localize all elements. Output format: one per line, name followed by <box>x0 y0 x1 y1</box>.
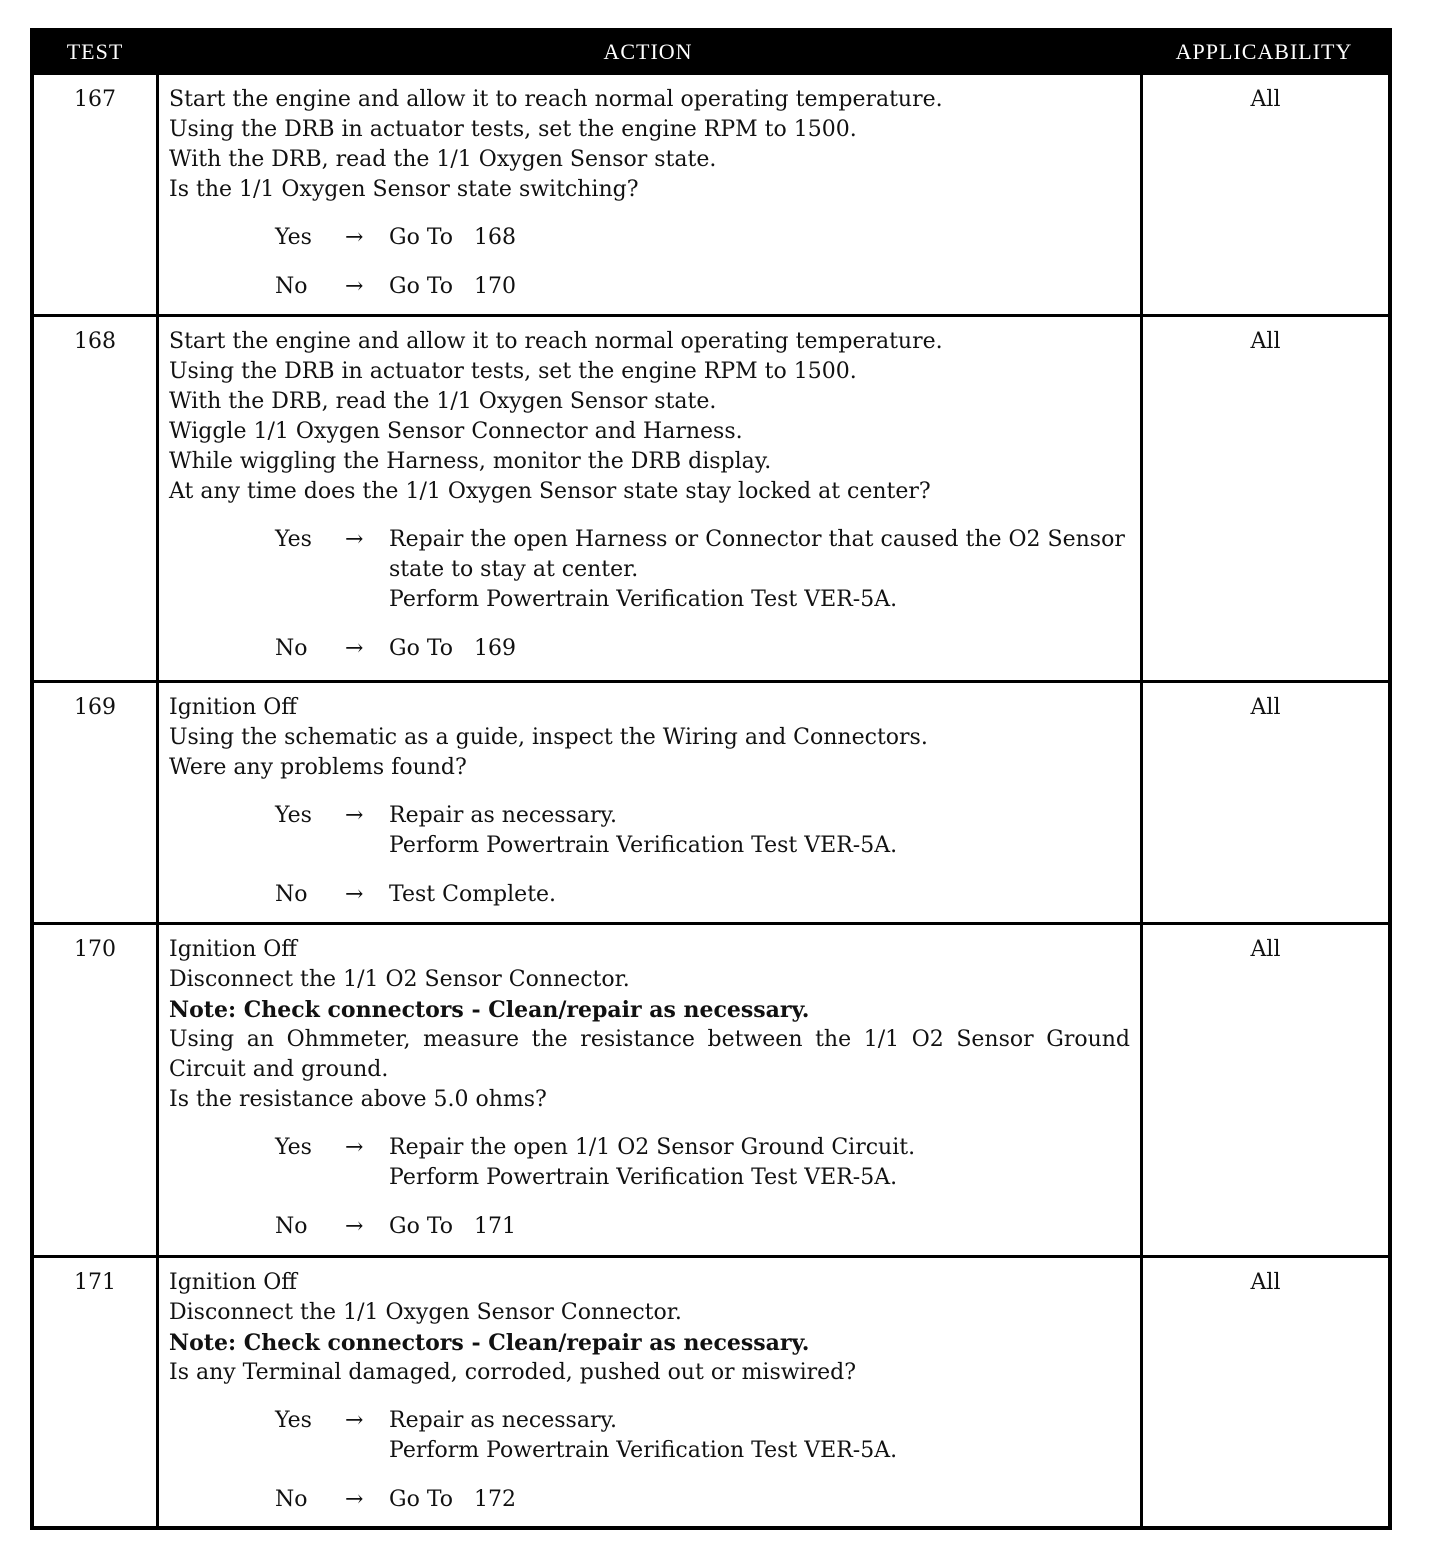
header-applicability: APPLICABILITY <box>1175 39 1353 64</box>
action-step: Using an Ohmmeter, measure the resistance between the 1/1 O2 Sensor Ground Circuit and ground. <box>169 1027 1130 1082</box>
table-row <box>34 922 1388 1255</box>
outcome-text: Repair the open Harness or Connector that caused the O2 Sensor state to stay at center. <box>389 527 1125 582</box>
no-outcome <box>169 1212 1130 1242</box>
action-step: Using the DRB in actuator tests, set the engine RPM to 1500. <box>169 117 857 142</box>
test-number: 168 <box>34 317 159 680</box>
note-text: Note: Check connectors - Clean/repair as necessary. <box>169 1330 810 1356</box>
arrow-icon: → <box>345 803 364 828</box>
yes-label: Yes <box>275 1408 312 1433</box>
action-cell <box>159 75 1143 314</box>
outcome-text: Test Complete. <box>389 882 557 907</box>
action-step: Disconnect the 1/1 O2 Sensor Connector. <box>169 967 630 992</box>
outcome-text: Perform Powertrain Verification Test VER-5A. <box>389 833 898 858</box>
action-cell <box>159 683 1143 922</box>
arrow-icon: → <box>345 1487 364 1512</box>
action-cell <box>159 1258 1143 1526</box>
action-step: Ignition Off <box>169 1270 297 1295</box>
action-step: Disconnect the 1/1 Oxygen Sensor Connector. <box>169 1300 682 1325</box>
test-number: 171 <box>34 1258 159 1526</box>
outcome-text: Go To 170 <box>389 274 516 299</box>
action-step: Is the resistance above 5.0 ohms? <box>169 1087 547 1112</box>
no-label: No <box>275 636 308 661</box>
no-label: No <box>275 1214 308 1239</box>
arrow-icon: → <box>345 636 364 661</box>
yes-label: Yes <box>275 527 312 552</box>
applicability-cell: All <box>1250 695 1281 720</box>
no-outcome <box>169 880 1130 910</box>
outcome-text: Perform Powertrain Verification Test VER-5A. <box>389 1438 898 1463</box>
applicability-cell: All <box>1250 1270 1281 1295</box>
yes-outcome <box>169 1406 1130 1466</box>
arrow-icon: → <box>345 1135 364 1160</box>
no-label: No <box>275 274 308 299</box>
no-outcome <box>169 1485 1130 1515</box>
diagnostic-table <box>30 28 1392 1530</box>
action-step: With the DRB, read the 1/1 Oxygen Sensor state. <box>169 147 717 172</box>
yes-outcome <box>169 223 1130 253</box>
action-step: Start the engine and allow it to reach normal operating temperature. <box>169 329 943 354</box>
arrow-icon: → <box>345 274 364 299</box>
outcomes <box>169 525 1130 664</box>
yes-outcome <box>169 801 1130 861</box>
arrow-icon: → <box>345 882 364 907</box>
header-action: ACTION <box>603 39 693 64</box>
action-step: While wiggling the Harness, monitor the DRB display. <box>169 449 772 474</box>
arrow-icon: → <box>345 1214 364 1239</box>
action-step: Ignition Off <box>169 937 297 962</box>
outcome-text: Go To 171 <box>389 1214 516 1239</box>
table-row <box>34 680 1388 922</box>
table-row <box>34 72 1388 314</box>
yes-outcome <box>169 1133 1130 1193</box>
note-text: Note: Check connectors - Clean/repair as necessary. <box>169 997 810 1023</box>
outcome-text: Repair the open 1/1 O2 Sensor Ground Circuit. <box>389 1135 916 1160</box>
no-outcome <box>169 634 1130 664</box>
no-label: No <box>275 882 308 907</box>
test-number: 170 <box>34 925 159 1255</box>
outcome-text: Perform Powertrain Verification Test VER-5A. <box>389 1165 898 1190</box>
outcome-text: Go To 172 <box>389 1487 516 1512</box>
arrow-icon: → <box>345 527 364 552</box>
outcome-text: Repair as necessary. <box>389 1408 617 1433</box>
yes-label: Yes <box>275 803 312 828</box>
applicability-cell: All <box>1250 937 1281 962</box>
no-outcome <box>169 272 1130 302</box>
action-step: With the DRB, read the 1/1 Oxygen Sensor state. <box>169 389 717 414</box>
action-cell <box>159 317 1143 680</box>
test-number: 167 <box>34 75 159 314</box>
outcomes <box>169 1406 1130 1515</box>
outcomes <box>169 801 1130 910</box>
header-test: TEST <box>66 39 124 64</box>
table-row <box>34 1255 1388 1526</box>
outcomes <box>169 223 1130 302</box>
action-cell <box>159 925 1143 1255</box>
yes-label: Yes <box>275 1135 312 1160</box>
action-step: Ignition Off <box>169 695 297 720</box>
action-step: Wiggle 1/1 Oxygen Sensor Connector and Harness. <box>169 419 743 444</box>
outcome-text: Go To 168 <box>389 225 516 250</box>
table-header <box>34 32 1388 72</box>
arrow-icon: → <box>345 1408 364 1433</box>
yes-outcome <box>169 525 1130 615</box>
action-step: Is any Terminal damaged, corroded, pushed out or miswired? <box>169 1360 857 1385</box>
table-row <box>34 314 1388 680</box>
outcome-text: Go To 169 <box>389 636 516 661</box>
action-step: Were any problems found? <box>169 755 467 780</box>
outcomes <box>169 1133 1130 1242</box>
action-step: At any time does the 1/1 Oxygen Sensor state stay locked at center? <box>169 479 931 504</box>
outcome-text: Perform Powertrain Verification Test VER-5A. <box>389 587 898 612</box>
applicability-cell: All <box>1250 329 1281 354</box>
action-step: Using the DRB in actuator tests, set the engine RPM to 1500. <box>169 359 857 384</box>
no-label: No <box>275 1487 308 1512</box>
arrow-icon: → <box>345 225 364 250</box>
action-step: Is the 1/1 Oxygen Sensor state switching? <box>169 177 639 202</box>
yes-label: Yes <box>275 225 312 250</box>
applicability-cell: All <box>1250 87 1281 112</box>
outcome-text: Repair as necessary. <box>389 803 617 828</box>
action-step: Start the engine and allow it to reach normal operating temperature. <box>169 87 943 112</box>
action-step: Using the schematic as a guide, inspect the Wiring and Connectors. <box>169 725 928 750</box>
test-number: 169 <box>34 683 159 922</box>
